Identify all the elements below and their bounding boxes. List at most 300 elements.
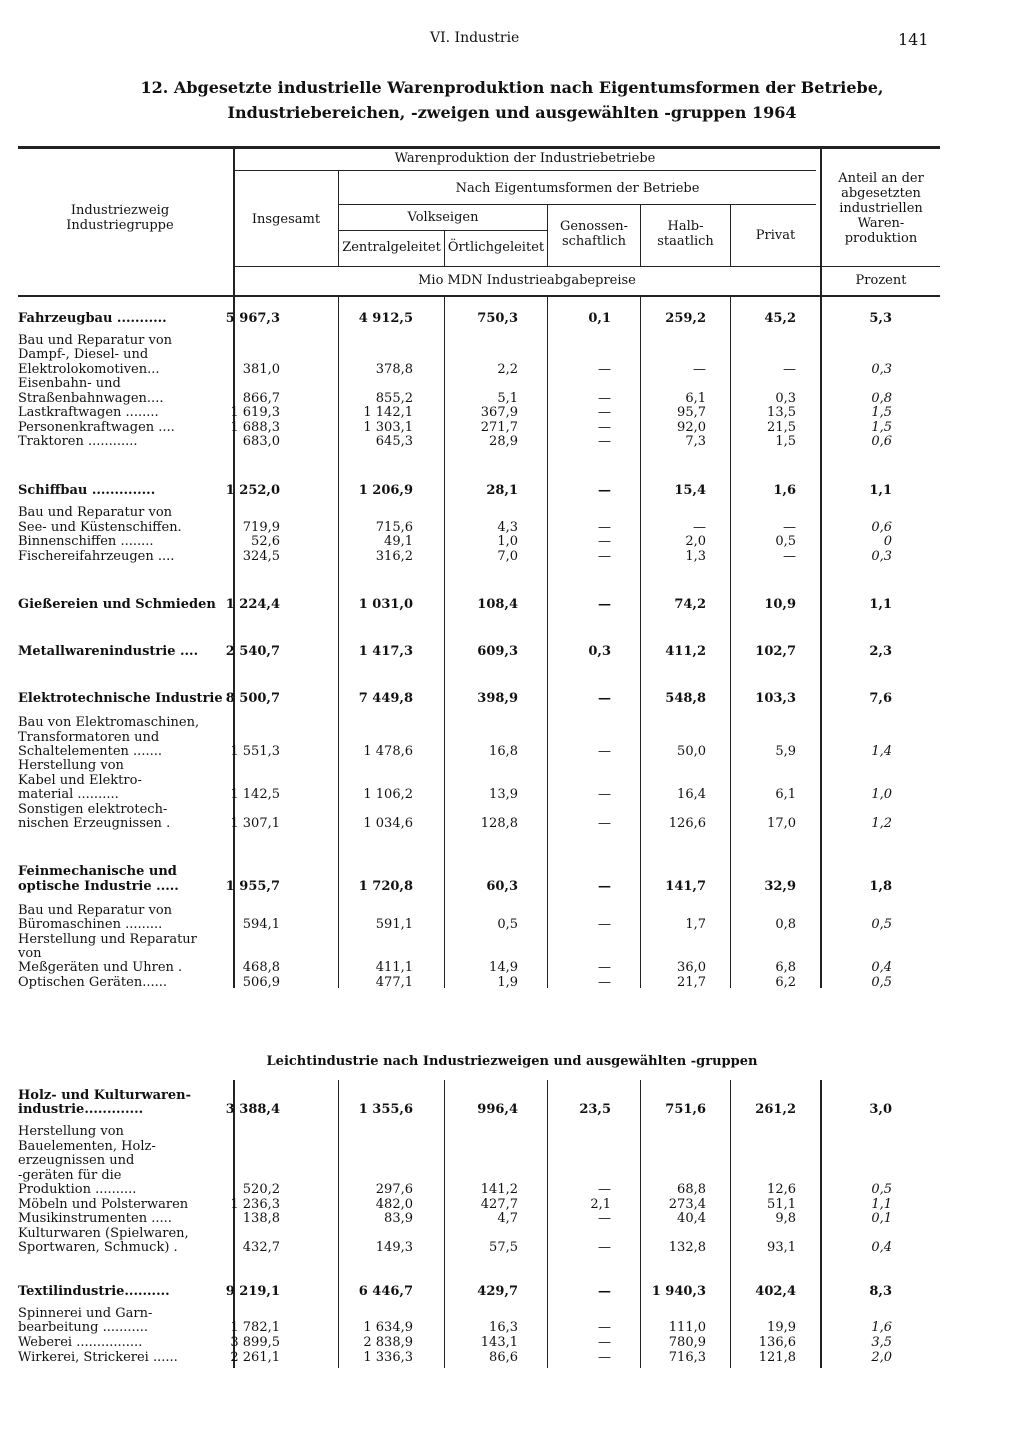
table-row (18, 1197, 918, 1212)
cell-col2: 1 336,3 (363, 1350, 413, 1365)
cell-col2: 482,0 (375, 1197, 413, 1212)
cell-col4: — (598, 520, 611, 535)
cell-col6: 17,0 (767, 816, 796, 831)
cell-col2: 316,2 (375, 549, 413, 564)
row-label: Lastkraftwagen ........ (18, 405, 159, 420)
table-row (18, 903, 918, 918)
cell-col5: 751,6 (665, 1102, 706, 1117)
cell-col5: 2,0 (685, 534, 706, 549)
cell-col7: 1,5 (871, 405, 892, 420)
cell-col5: 273,4 (668, 1197, 706, 1212)
cell-col6: — (783, 549, 796, 564)
table-row (18, 1211, 918, 1226)
row-label: Fischereifahrzeugen .... (18, 549, 175, 564)
cell-col2: 1 478,6 (363, 744, 413, 759)
cell-col5: 68,8 (677, 1182, 706, 1197)
table-row (18, 1088, 918, 1103)
cell-col3: 16,8 (489, 744, 518, 759)
cell-col7: 2,0 (871, 1350, 892, 1365)
cell-col4: — (598, 1240, 611, 1255)
cell-col6: 6,1 (775, 787, 796, 802)
cell-col2: 411,1 (375, 960, 413, 975)
table-row (18, 644, 918, 659)
row-label: Bauelementen, Holz- (18, 1139, 156, 1154)
table-row (18, 362, 918, 377)
cell-col7: 1,5 (871, 420, 892, 435)
cell-col4: — (598, 879, 611, 894)
cell-col1: 5 967,3 (225, 311, 280, 326)
cell-col2: 2 838,9 (363, 1335, 413, 1350)
cell-col1: 1 307,1 (230, 816, 280, 831)
cell-col2: 591,1 (375, 917, 413, 932)
cell-col5: 40,4 (677, 1211, 706, 1226)
cell-col4: — (598, 1335, 611, 1350)
cell-col2: 4 912,5 (358, 311, 413, 326)
cell-col4: — (598, 1284, 611, 1299)
cell-col1: 381,0 (242, 362, 280, 377)
cell-col3: 609,3 (477, 644, 518, 659)
cell-col2: 1 106,2 (363, 787, 413, 802)
cell-col5: 95,7 (677, 405, 706, 420)
cell-col5: 548,8 (665, 691, 706, 706)
cell-col5: 7,3 (685, 434, 706, 449)
table-row (18, 1102, 918, 1117)
row-label: Wirkerei, Strickerei ...... (18, 1350, 178, 1365)
cell-col4: — (598, 420, 611, 435)
table-row (18, 1306, 918, 1321)
row-label: Straßenbahnwagen.... (18, 391, 164, 406)
cell-col3: 996,4 (477, 1102, 518, 1117)
row-label: Sportwaren, Schmuck) . (18, 1240, 178, 1255)
cell-col6: 32,9 (764, 879, 796, 894)
table-row (18, 483, 918, 498)
cell-col6: 1,6 (773, 483, 796, 498)
row-label: optische Industrie ..... (18, 879, 179, 894)
cell-col4: 0,1 (588, 311, 611, 326)
cell-col5: 111,0 (668, 1320, 706, 1335)
cell-col1: 866,7 (242, 391, 280, 406)
cell-col6: 1,5 (775, 434, 796, 449)
cell-col2: 1 031,0 (358, 597, 413, 612)
cell-col3: 429,7 (477, 1284, 518, 1299)
header-oertlich: Örtlichgeleitet (447, 240, 545, 255)
header-anteil: Anteil an der abgesetzten industriellen Waren- produktion (838, 171, 924, 246)
row-label: Dampf-, Diesel- und (18, 347, 149, 362)
row-label: Metallwarenindustrie .... (18, 644, 199, 659)
cell-col2: 6 446,7 (358, 1284, 413, 1299)
cell-col6: 45,2 (764, 311, 796, 326)
table-row (18, 1168, 918, 1183)
table-row (18, 505, 918, 520)
row-label: Kulturwaren (Spielwaren, (18, 1226, 189, 1241)
table-row (18, 773, 918, 788)
cell-col1: 8 500,7 (225, 691, 280, 706)
row-label: Büromaschinen ......... (18, 917, 163, 932)
cell-col7: 1,0 (871, 787, 892, 802)
cell-col6: 12,6 (767, 1182, 796, 1197)
section-leichtindustrie: Leichtindustrie nach Industriezweigen und ausgewählten -gruppen (266, 1054, 758, 1069)
header-genossen: Genossen- schaftlich (559, 219, 629, 249)
rule (234, 170, 816, 171)
cell-col6: 10,9 (764, 597, 796, 612)
table-row (18, 1284, 918, 1299)
header-unit-mio: Mio MDN Industrieabgabepreise (418, 273, 636, 288)
cell-col5: 15,4 (674, 483, 706, 498)
cell-col6: 6,8 (775, 960, 796, 975)
table-row (18, 917, 918, 932)
cell-col7: 0,6 (871, 520, 892, 535)
top-rule (18, 146, 940, 149)
table-row (18, 1320, 918, 1335)
cell-col2: 1 417,3 (358, 644, 413, 659)
cell-col2: 1 720,8 (358, 879, 413, 894)
cell-col5: 259,2 (665, 311, 706, 326)
row-label: Fahrzeugbau ........... (18, 311, 167, 326)
row-label: Gießereien und Schmieden (18, 597, 216, 612)
cell-col5: 126,6 (668, 816, 706, 831)
cell-col1: 2 540,7 (225, 644, 280, 659)
cell-col2: 149,3 (375, 1240, 413, 1255)
table-row (18, 744, 918, 759)
cell-col1: 1 142,5 (230, 787, 280, 802)
table-row (18, 879, 918, 894)
cell-col4: — (598, 744, 611, 759)
cell-col5: 50,0 (677, 744, 706, 759)
table-row (18, 597, 918, 612)
cell-col7: 1,4 (871, 744, 892, 759)
rule (339, 204, 816, 205)
cell-col3: 128,8 (480, 816, 518, 831)
header-volkseigen: Volkseigen (407, 210, 479, 225)
cell-col5: 1,7 (685, 917, 706, 932)
cell-col4: — (598, 1350, 611, 1365)
cell-col3: 750,3 (477, 311, 518, 326)
cell-col7: 7,6 (869, 691, 892, 706)
table-row (18, 311, 918, 326)
table-row (18, 333, 918, 348)
cell-col1: 719,9 (242, 520, 280, 535)
cell-col4: — (598, 691, 611, 706)
row-label: Herstellung von (18, 758, 124, 773)
cell-col7: 1,2 (871, 816, 892, 831)
cell-col1: 1 236,3 (230, 1197, 280, 1212)
table-row (18, 420, 918, 435)
cell-col7: 0,5 (871, 1182, 892, 1197)
cell-col3: 28,9 (489, 434, 518, 449)
row-label: Textilindustrie.......... (18, 1284, 170, 1299)
cell-col6: — (783, 520, 796, 535)
cell-col3: 271,7 (480, 420, 518, 435)
cell-col3: 1,0 (497, 534, 518, 549)
cell-col6: 9,8 (775, 1211, 796, 1226)
cell-col1: 1 619,3 (230, 405, 280, 420)
cell-col4: — (598, 483, 611, 498)
table-row (18, 520, 918, 535)
header-eigentum: Nach Eigentumsformen der Betriebe (455, 181, 700, 196)
table-row (18, 960, 918, 975)
row-label: Feinmechanische und (18, 864, 177, 879)
cell-col7: 5,3 (869, 311, 892, 326)
cell-col3: 86,6 (489, 1350, 518, 1365)
cell-col2: 477,1 (375, 975, 413, 990)
table-row (18, 391, 918, 406)
cell-col7: 0,6 (871, 434, 892, 449)
cell-col6: 13,5 (767, 405, 796, 420)
header-insgesamt: Insgesamt (251, 212, 321, 227)
cell-col1: 2 261,1 (230, 1350, 280, 1365)
cell-col6: 0,5 (775, 534, 796, 549)
cell-col5: 411,2 (665, 644, 706, 659)
cell-col7: 3,5 (871, 1335, 892, 1350)
cell-col7: 2,3 (869, 644, 892, 659)
cell-col5: 141,7 (665, 879, 706, 894)
row-label: See- und Küstenschiffen. (18, 520, 182, 535)
row-label: Möbeln und Polsterwaren (18, 1197, 189, 1212)
cell-col1: 324,5 (242, 549, 280, 564)
cell-col5: 92,0 (677, 420, 706, 435)
cell-col1: 468,8 (242, 960, 280, 975)
cell-col5: — (693, 362, 706, 377)
cell-col4: — (598, 597, 611, 612)
cell-col6: 402,4 (755, 1284, 796, 1299)
header-privat: Privat (755, 228, 796, 243)
table-row (18, 787, 918, 802)
row-label: -geräten für die (18, 1168, 122, 1183)
cell-col7: 0,3 (871, 549, 892, 564)
cell-col3: 143,1 (480, 1335, 518, 1350)
row-label: Optischen Geräten...... (18, 975, 168, 990)
table-row (18, 864, 918, 879)
cell-col7: 0,4 (871, 1240, 892, 1255)
table-row (18, 816, 918, 831)
cell-col6: 21,5 (767, 420, 796, 435)
cell-col7: 1,8 (869, 879, 892, 894)
cell-col4: — (598, 362, 611, 377)
cell-col3: 1,9 (497, 975, 518, 990)
cell-col7: 1,1 (871, 1197, 892, 1212)
row-label: Meßgeräten und Uhren . (18, 960, 183, 975)
row-label: Kabel und Elektro- (18, 773, 142, 788)
cell-col7: 1,6 (871, 1320, 892, 1335)
chapter-heading: VI. Industrie (430, 30, 520, 46)
cell-col3: 2,2 (497, 362, 518, 377)
page-number: 141 (898, 30, 929, 49)
cell-col3: 367,9 (480, 405, 518, 420)
row-label: Eisenbahn- und (18, 376, 121, 391)
table-row (18, 1182, 918, 1197)
row-label: Traktoren ............ (18, 434, 138, 449)
row-label: Bau und Reparatur von (18, 505, 173, 520)
cell-col2: 855,2 (375, 391, 413, 406)
row-label: Elektrotechnische Industrie (18, 691, 223, 706)
cell-col6: 121,8 (758, 1350, 796, 1365)
cell-col6: 102,7 (755, 644, 796, 659)
cell-col7: 0,1 (871, 1211, 892, 1226)
table-row (18, 975, 918, 990)
cell-col6: — (783, 362, 796, 377)
cell-col5: 16,4 (677, 787, 706, 802)
cell-col4: 2,1 (590, 1197, 611, 1212)
row-label: erzeugnissen und (18, 1153, 135, 1168)
cell-col4: — (598, 434, 611, 449)
cell-col1: 683,0 (242, 434, 280, 449)
header-halb: Halb- staatlich (657, 219, 714, 249)
table-row (18, 347, 918, 362)
cell-col3: 108,4 (477, 597, 518, 612)
table-row (18, 405, 918, 420)
row-label: nischen Erzeugnissen . (18, 816, 171, 831)
cell-col6: 19,9 (767, 1320, 796, 1335)
header-unit-pct: Prozent (855, 273, 907, 288)
cell-col1: 1 688,3 (230, 420, 280, 435)
table-row (18, 1226, 918, 1241)
cell-col5: 21,7 (677, 975, 706, 990)
cell-col3: 141,2 (480, 1182, 518, 1197)
table-row (18, 1153, 918, 1168)
cell-col2: 715,6 (375, 520, 413, 535)
table-row (18, 1350, 918, 1365)
cell-col5: 716,3 (668, 1350, 706, 1365)
cell-col2: 645,3 (375, 434, 413, 449)
cell-col2: 1 355,6 (358, 1102, 413, 1117)
cell-col7: 1,1 (869, 597, 892, 612)
cell-col6: 6,2 (775, 975, 796, 990)
cell-col1: 506,9 (242, 975, 280, 990)
cell-col3: 14,9 (489, 960, 518, 975)
cell-col7: 0,3 (871, 362, 892, 377)
row-label: Spinnerei und Garn- (18, 1306, 153, 1321)
cell-col5: 74,2 (674, 597, 706, 612)
cell-col2: 1 206,9 (358, 483, 413, 498)
cell-col7: 1,1 (869, 483, 892, 498)
header-stub: Industriezweig Industriegruppe (66, 203, 174, 233)
cell-col4: — (598, 787, 611, 802)
row-label: Binnenschiffen ........ (18, 534, 154, 549)
table-row (18, 376, 918, 391)
row-label: Bau von Elektromaschinen, (18, 715, 200, 730)
table-row (18, 758, 918, 773)
cell-col5: 1 940,3 (651, 1284, 706, 1299)
cell-col5: 6,1 (685, 391, 706, 406)
cell-col2: 1 634,9 (363, 1320, 413, 1335)
row-label: industrie............. (18, 1102, 144, 1117)
cell-col7: 3,0 (869, 1102, 892, 1117)
cell-col3: 0,5 (497, 917, 518, 932)
table-row (18, 802, 918, 817)
table-row (18, 1335, 918, 1350)
cell-col2: 297,6 (375, 1182, 413, 1197)
cell-col5: 132,8 (668, 1240, 706, 1255)
cell-col7: 0,5 (871, 917, 892, 932)
cell-col4: — (598, 816, 611, 831)
row-label: bearbeitung ........... (18, 1320, 149, 1335)
cell-col4: — (598, 534, 611, 549)
cell-col2: 1 303,1 (363, 420, 413, 435)
cell-col1: 1 955,7 (225, 879, 280, 894)
table-row (18, 715, 918, 730)
cell-col1: 1 551,3 (230, 744, 280, 759)
row-label: Herstellung und Reparatur (18, 932, 197, 947)
row-label: Schaltelementen ....... (18, 744, 162, 759)
cell-col3: 16,3 (489, 1320, 518, 1335)
table-row (18, 730, 918, 745)
cell-col5: 780,9 (668, 1335, 706, 1350)
row-label: von (18, 946, 42, 961)
cell-col1: 1 252,0 (225, 483, 280, 498)
cell-col6: 0,3 (775, 391, 796, 406)
cell-col6: 51,1 (767, 1197, 796, 1212)
cell-col1: 520,2 (242, 1182, 280, 1197)
row-label: Weberei ................ (18, 1335, 143, 1350)
cell-col3: 7,0 (497, 549, 518, 564)
cell-col1: 9 219,1 (225, 1284, 280, 1299)
row-label: Bau und Reparatur von (18, 333, 173, 348)
cell-col5: — (693, 520, 706, 535)
cell-col3: 398,9 (477, 691, 518, 706)
table-row (18, 691, 918, 706)
cell-col7: 0,4 (871, 960, 892, 975)
cell-col4: — (598, 405, 611, 420)
cell-col4: — (598, 975, 611, 990)
header-bottom-rule (18, 295, 940, 297)
cell-col4: — (598, 960, 611, 975)
header-group: Warenproduktion der Industriebetriebe (394, 151, 656, 166)
cell-col3: 4,7 (497, 1211, 518, 1226)
cell-col4: — (598, 917, 611, 932)
cell-col4: — (598, 549, 611, 564)
table-title-line2: Industriebereichen, -zweigen und ausgewählten -gruppen 1964 (227, 103, 797, 122)
row-label: Elektrolokomotiven... (18, 362, 160, 377)
cell-col4: — (598, 391, 611, 406)
table-row (18, 1124, 918, 1139)
row-label: material .......... (18, 787, 119, 802)
cell-col4: 23,5 (579, 1102, 611, 1117)
cell-col2: 83,9 (384, 1211, 413, 1226)
table-row (18, 434, 918, 449)
cell-col7: 0,5 (871, 975, 892, 990)
cell-col2: 378,8 (375, 362, 413, 377)
rule (234, 266, 940, 267)
cell-col1: 1 224,4 (225, 597, 280, 612)
table-row (18, 932, 918, 947)
cell-col2: 49,1 (384, 534, 413, 549)
table-row (18, 534, 918, 549)
table-row (18, 1139, 918, 1154)
cell-col3: 60,3 (486, 879, 518, 894)
cell-col4: — (598, 1182, 611, 1197)
cell-col4: — (598, 1320, 611, 1335)
row-label: Produktion .......... (18, 1182, 137, 1197)
table-row (18, 549, 918, 564)
row-label: Musikinstrumenten ..... (18, 1211, 172, 1226)
header-zentral: Zentralgeleitet (342, 240, 441, 255)
cell-col6: 0,8 (775, 917, 796, 932)
table-row (18, 1240, 918, 1255)
row-label: Holz- und Kulturwaren- (18, 1088, 192, 1103)
table-row (18, 946, 918, 961)
row-label: Personenkraftwagen .... (18, 420, 175, 435)
cell-col1: 1 782,1 (230, 1320, 280, 1335)
cell-col1: 3 899,5 (230, 1335, 280, 1350)
cell-col1: 138,8 (242, 1211, 280, 1226)
row-label: Sonstigen elektrotech- (18, 802, 168, 817)
cell-col4: — (598, 1211, 611, 1226)
cell-col3: 57,5 (489, 1240, 518, 1255)
cell-col6: 136,6 (758, 1335, 796, 1350)
rule (339, 230, 547, 231)
cell-col5: 1,3 (685, 549, 706, 564)
cell-col6: 93,1 (767, 1240, 796, 1255)
